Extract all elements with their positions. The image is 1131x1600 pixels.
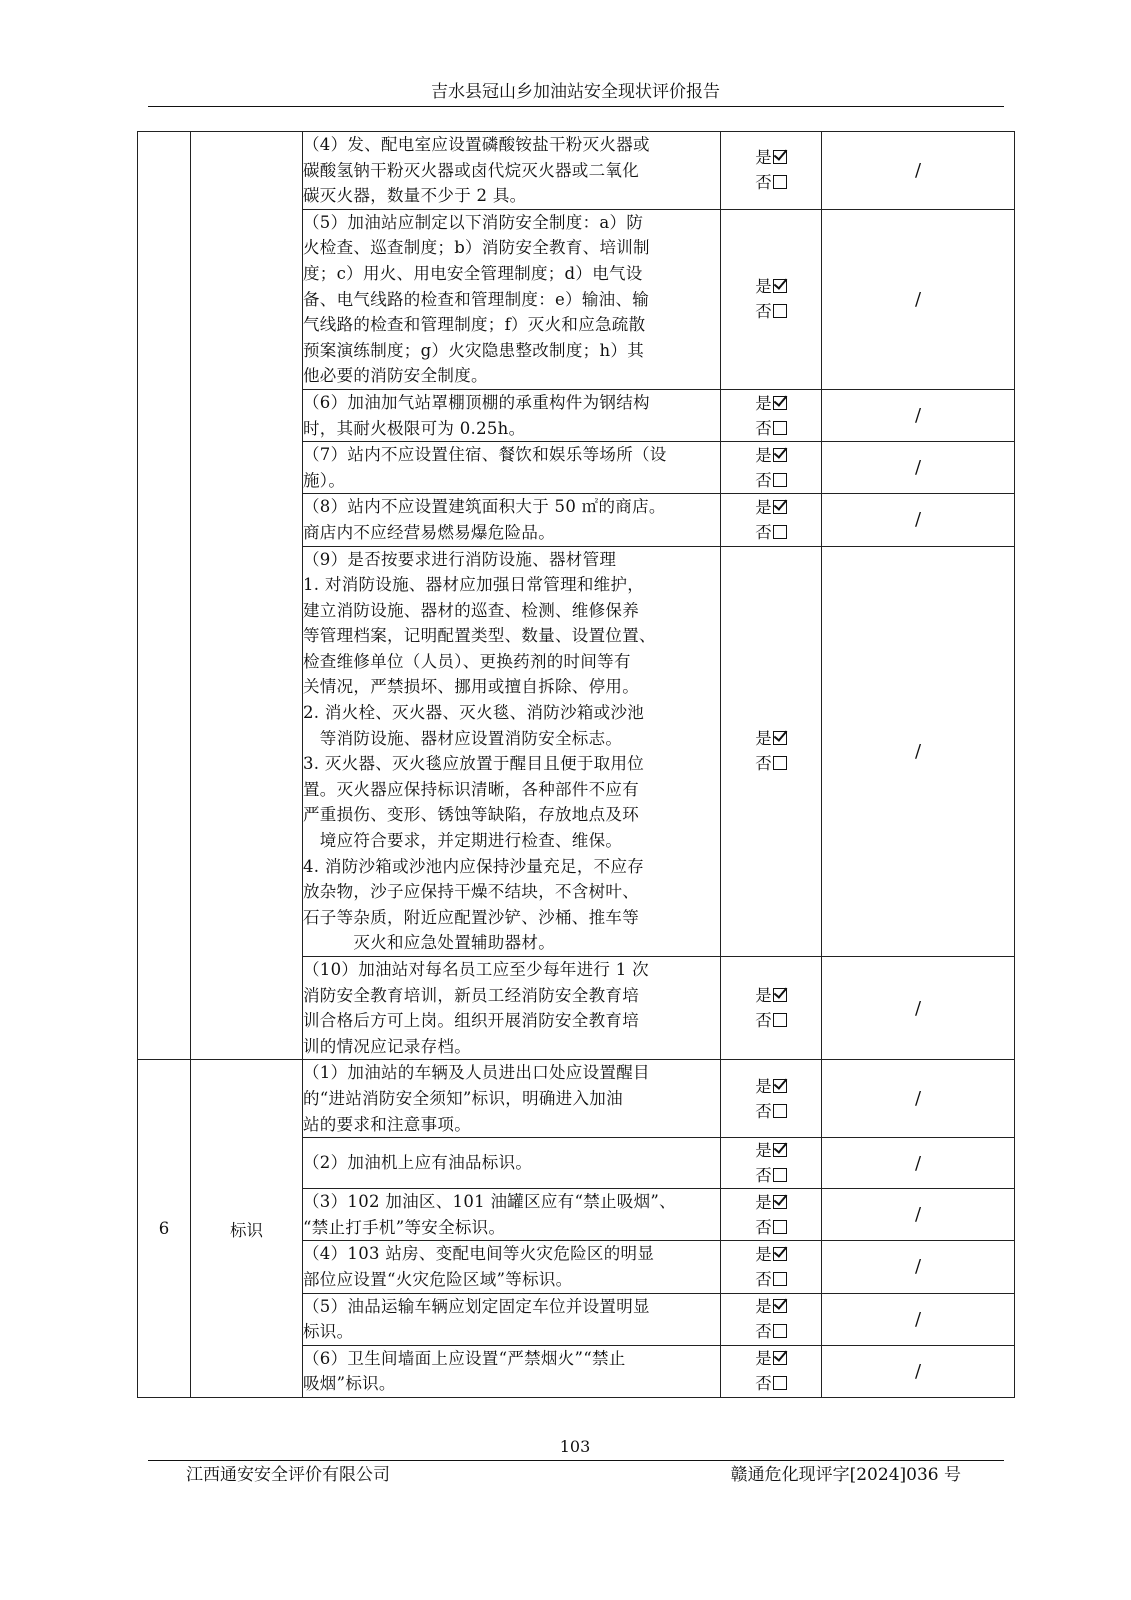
item-number-cell: 6	[138, 1060, 191, 1398]
yes-option	[721, 1190, 821, 1215]
check-cell	[721, 1293, 822, 1345]
requirement-cell	[303, 957, 721, 1060]
requirement-line: （6）加油加气站罩棚顶棚的承重构件为钢结构	[303, 392, 650, 412]
requirement-line: 备、电气线路的检查和管理制度：e）输油、输	[303, 289, 650, 309]
yes-label: 是	[755, 1349, 772, 1369]
footer-rule	[148, 1460, 1004, 1461]
yes-option	[721, 1346, 821, 1371]
table-row	[138, 1060, 1015, 1138]
yes-option	[721, 726, 821, 751]
requirement-line: （5）加油站应制定以下消防安全制度：a）防	[303, 212, 644, 232]
check-cell	[721, 494, 822, 546]
check-cell	[721, 1060, 822, 1138]
footer-doc-number: 赣通危化现评字[2024]036 号	[730, 1465, 961, 1485]
requirement-line: （4）103 站房、变配电间等火灾危险区的明显	[303, 1244, 655, 1264]
checked-box-icon	[773, 1079, 787, 1093]
check-cell	[721, 209, 822, 389]
empty-box-icon	[773, 756, 787, 770]
checked-box-icon	[773, 1299, 787, 1313]
requirement-line: 关情况，严禁损坏、挪用或擅自拆除、停用。	[303, 677, 639, 697]
yes-label: 是	[755, 393, 772, 413]
empty-box-icon	[773, 1272, 787, 1286]
checked-box-icon	[773, 1247, 787, 1261]
yes-label: 是	[755, 1141, 772, 1161]
result-cell: /	[822, 389, 1015, 441]
requirement-line: 商店内不应经营易燃易爆危险品。	[303, 522, 555, 542]
requirement-line: 置。灭火器应保持标识清晰，各种部件不应有	[303, 779, 639, 799]
check-cell	[721, 132, 822, 210]
check-cell	[721, 1345, 822, 1397]
result-cell: /	[822, 957, 1015, 1060]
requirement-cell	[303, 209, 721, 389]
checked-box-icon	[773, 150, 787, 164]
empty-box-icon	[773, 421, 787, 435]
check-cell	[721, 546, 822, 957]
requirement-line: （8）站内不应设置建筑面积大于 50 ㎡的商店。	[303, 497, 666, 517]
requirement-line: 3. 灭火器、灭火毯应放置于醒目且便于取用位	[303, 754, 645, 774]
empty-box-icon	[773, 473, 787, 487]
yes-option	[721, 495, 821, 520]
result-cell: /	[822, 1189, 1015, 1241]
no-label: 否	[755, 418, 772, 438]
check-cell	[721, 1189, 822, 1241]
requirement-line: （5）油品运输车辆应划定固定车位并设置明显	[303, 1296, 650, 1316]
no-option	[721, 1099, 821, 1124]
requirement-line: 的“进站消防安全须知”标识，明确进入加油	[303, 1088, 623, 1108]
requirement-cell	[303, 1293, 721, 1345]
no-label: 否	[755, 1011, 772, 1031]
requirement-line: 施）。	[303, 470, 346, 490]
requirement-cell	[303, 1138, 721, 1189]
empty-box-icon	[773, 1324, 787, 1338]
empty-box-icon	[773, 1013, 787, 1027]
yes-option	[721, 1138, 821, 1163]
checked-box-icon	[773, 448, 787, 462]
requirement-line: 建立消防设施、器材的巡查、检测、维修保养	[303, 600, 639, 620]
requirement-line: （9）是否按要求进行消防设施、器材管理	[303, 549, 617, 569]
no-option	[721, 1215, 821, 1240]
checked-box-icon	[773, 500, 787, 514]
result-cell: /	[822, 1060, 1015, 1138]
requirement-line: （7）站内不应设置住宿、餐饮和娱乐等场所（设	[303, 445, 667, 465]
requirement-line: （2）加油机上应有油品标识。	[303, 1153, 533, 1173]
requirement-line: 部位应设置“火灾危险区域”等标识。	[303, 1269, 573, 1289]
empty-box-icon	[773, 1168, 787, 1182]
no-label: 否	[755, 754, 772, 774]
header-rule	[148, 106, 1004, 107]
check-cell	[721, 389, 822, 441]
requirement-line: （6）卫生间墙面上应设置“严禁烟火”“禁止	[303, 1348, 626, 1368]
check-cell	[721, 957, 822, 1060]
result-cell: /	[822, 1138, 1015, 1189]
requirement-cell	[303, 389, 721, 441]
no-option	[721, 520, 821, 545]
requirement-cell	[303, 1241, 721, 1293]
requirement-line: 碳灭火器，数量不少于 2 具。	[303, 186, 527, 206]
requirement-line: 等管理档案，记明配置类型、数量、设置位置、	[303, 626, 656, 646]
requirement-cell	[303, 442, 721, 494]
yes-option	[721, 983, 821, 1008]
yes-label: 是	[755, 1297, 772, 1317]
check-cell	[721, 442, 822, 494]
yes-option	[721, 391, 821, 416]
no-label: 否	[755, 522, 772, 542]
yes-option	[721, 145, 821, 170]
result-cell: /	[822, 494, 1015, 546]
checked-box-icon	[773, 988, 787, 1002]
table-row	[138, 132, 1015, 210]
requirement-line: 检查维修单位（人员）、更换药剂的时间等有	[303, 651, 631, 671]
requirement-line: 预案演练制度；g）火灾隐患整改制度；h）其	[303, 340, 644, 360]
requirement-cell	[303, 1060, 721, 1138]
no-option	[721, 1371, 821, 1396]
checklist-table	[137, 131, 1015, 1398]
requirement-line: 放杂物，沙子应保持干燥不结块，不含树叶、	[303, 882, 639, 902]
checked-box-icon	[773, 396, 787, 410]
requirement-line: （3）102 加油区、101 油罐区应有“禁止吸烟”、	[303, 1192, 676, 1212]
requirement-line: 气线路的检查和管理制度；f）灭火和应急疏散	[303, 315, 646, 335]
yes-option	[721, 1074, 821, 1099]
yes-option	[721, 1294, 821, 1319]
requirement-line: （1）加油站的车辆及人员进出口处应设置醒目	[303, 1063, 650, 1083]
requirement-line: 他必要的消防安全制度。	[303, 366, 488, 386]
no-option	[721, 299, 821, 324]
requirement-cell	[303, 1189, 721, 1241]
requirement-line: 标识。	[303, 1322, 354, 1342]
requirement-line: 严重损伤、变形、锈蚀等缺陷，存放地点及环	[303, 805, 639, 825]
yes-option	[721, 1242, 821, 1267]
yes-label: 是	[755, 445, 772, 465]
yes-label: 是	[755, 1192, 772, 1212]
no-label: 否	[755, 1166, 772, 1186]
no-label: 否	[755, 1101, 772, 1121]
yes-label: 是	[755, 277, 772, 297]
checked-box-icon	[773, 1143, 787, 1157]
requirement-cell	[303, 494, 721, 546]
empty-box-icon	[773, 1220, 787, 1234]
no-option	[721, 1267, 821, 1292]
result-cell: /	[822, 209, 1015, 389]
checked-box-icon	[773, 731, 787, 745]
no-option	[721, 1319, 821, 1344]
yes-label: 是	[755, 729, 772, 749]
result-cell: /	[822, 1293, 1015, 1345]
no-option	[721, 1008, 821, 1033]
requirement-cell	[303, 1345, 721, 1397]
no-option	[721, 751, 821, 776]
no-option	[721, 416, 821, 441]
result-cell: /	[822, 442, 1015, 494]
requirement-cell	[303, 132, 721, 210]
yes-label: 是	[755, 986, 772, 1006]
checked-box-icon	[773, 279, 787, 293]
yes-label: 是	[755, 148, 772, 168]
requirement-cell	[303, 546, 721, 957]
requirement-line: 训合格后方可上岗。组织开展消防安全教育培	[303, 1011, 639, 1031]
checked-box-icon	[773, 1195, 787, 1209]
empty-box-icon	[773, 525, 787, 539]
requirement-line: 消防安全教育培训，新员工经消防安全教育培	[303, 985, 639, 1005]
empty-box-icon	[773, 304, 787, 318]
no-label: 否	[755, 1374, 772, 1394]
requirement-line: 火检查、巡查制度；b）消防安全教育、培训制	[303, 238, 650, 258]
empty-box-icon	[773, 1104, 787, 1118]
yes-label: 是	[755, 1076, 772, 1096]
requirement-line: 等消防设施、器材应设置消防安全标志。	[303, 728, 623, 748]
empty-box-icon	[773, 175, 787, 189]
no-option	[721, 170, 821, 195]
requirement-line: 境应符合要求，并定期进行检查、维保。	[303, 831, 623, 851]
requirement-line: “禁止打手机”等安全标识。	[303, 1217, 506, 1237]
no-label: 否	[755, 470, 772, 490]
category-cell: 标识	[191, 1060, 303, 1398]
category-cell	[191, 132, 303, 1060]
no-option	[721, 468, 821, 493]
check-cell	[721, 1138, 822, 1189]
page-header-title: 吉水县冠山乡加油站安全现状评价报告	[431, 82, 720, 102]
yes-label: 是	[755, 1244, 772, 1264]
requirement-line: 时，其耐火极限可为 0.25h。	[303, 418, 526, 438]
requirement-line: 2. 消火栓、灭火器、灭火毯、消防沙箱或沙池	[303, 703, 645, 723]
requirement-line: 灭火和应急处置辅助器材。	[303, 933, 555, 953]
requirement-line: （4）发、配电室应设置磷酸铵盐干粉灭火器或	[303, 135, 650, 154]
no-label: 否	[755, 1269, 772, 1289]
no-label: 否	[755, 1322, 772, 1342]
requirement-line: 吸烟”标识。	[303, 1374, 396, 1394]
checked-box-icon	[773, 1351, 787, 1365]
result-cell: /	[822, 132, 1015, 210]
requirement-line: 1. 对消防设施、器材应加强日常管理和维护，	[303, 575, 645, 595]
requirement-line: 度；c）用火、用电安全管理制度；d）电气设	[303, 263, 643, 283]
yes-label: 是	[755, 497, 772, 517]
result-cell: /	[822, 546, 1015, 957]
requirement-line: 训的情况应记录存档。	[303, 1036, 471, 1056]
requirement-line: 4. 消防沙箱或沙池内应保持沙量充足，不应存	[303, 856, 645, 876]
checklist-table-body	[138, 132, 1015, 1398]
check-cell	[721, 1241, 822, 1293]
no-label: 否	[755, 1217, 772, 1237]
result-cell: /	[822, 1241, 1015, 1293]
empty-box-icon	[773, 1376, 787, 1390]
page-number: 103	[559, 1437, 591, 1456]
requirement-line: 石子等杂质，附近应配置沙铲、沙桶、推车等	[303, 907, 639, 927]
no-label: 否	[755, 173, 772, 193]
yes-option	[721, 274, 821, 299]
result-cell: /	[822, 1345, 1015, 1397]
requirement-line: （10）加油站对每名员工应至少每年进行 1 次	[303, 960, 649, 979]
no-label: 否	[755, 302, 772, 322]
footer-company: 江西通安安全评价有限公司	[186, 1465, 390, 1485]
no-option	[721, 1163, 821, 1188]
requirement-line: 站的要求和注意事项。	[303, 1114, 471, 1134]
requirement-line: 碳酸氢钠干粉灭火器或卤代烷灭火器或二氧化	[303, 160, 639, 180]
item-number-cell	[138, 132, 191, 1060]
yes-option	[721, 443, 821, 468]
